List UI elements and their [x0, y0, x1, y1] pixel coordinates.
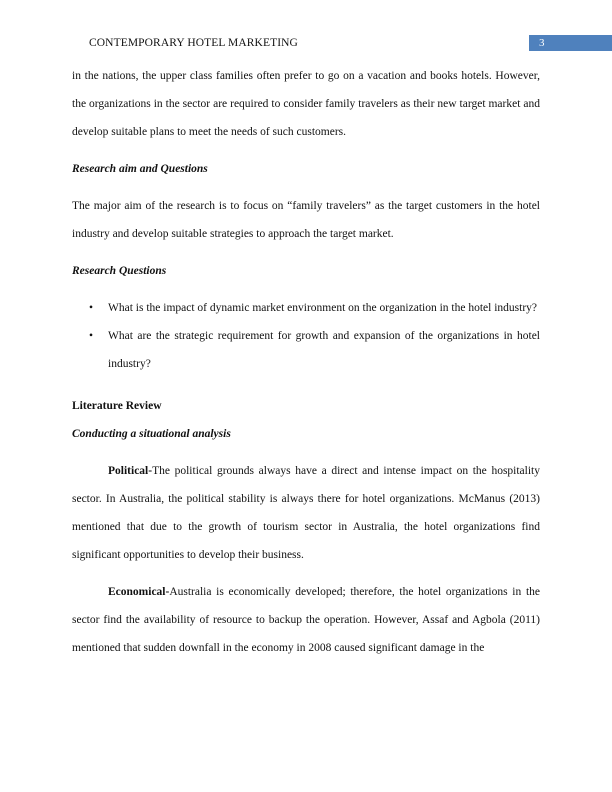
political-text: The political grounds always have a direct and intense impact on the hospitality sector. In Australia, the political stability is always there for hotel organizations. McManus (2013) mentioned that due to the growth of tourism sector in Australia, the hotel organizations find significant opportunities to develop their business. — [72, 465, 540, 561]
economical-text: Australia is economically developed; therefore, the hotel organizations in the sector find the availability of resource to backup the operation. However, Assaf and Agbola (2011) mentioned that sudden downfall in the economy in 2008 caused significant damage in the — [72, 586, 540, 654]
running-header-title: CONTEMPORARY HOTEL MARKETING — [89, 37, 298, 49]
research-question-text: What is the impact of dynamic market environment on the organization in the hotel industry? — [108, 302, 538, 314]
political-paragraph — [72, 457, 540, 569]
research-aim-paragraph: The major aim of the research is to focus on “family travelers” as the target customers in the hotel industry and develop suitable strategies to approach the target market. — [72, 200, 540, 240]
list-item — [72, 294, 540, 322]
research-questions-heading: Research Questions — [72, 265, 167, 277]
research-question-text: What are the strategic requirement for growth and expansion of the organizations in hotel industry? — [108, 330, 540, 370]
research-questions-list — [72, 294, 540, 378]
page-number: 3 — [529, 35, 612, 51]
research-aim-heading: Research aim and Questions — [72, 163, 208, 175]
list-item — [72, 322, 540, 378]
political-label: Political- — [108, 465, 153, 477]
economical-paragraph — [72, 578, 540, 662]
bullet-icon: • — [89, 302, 94, 314]
bullet-icon: • — [89, 330, 94, 342]
intro-paragraph: in the nations, the upper class families often prefer to go on a vacation and books hotels. However, the organizations in the sector are required to consider family travelers as their new target market and develop suitable plans to meet the needs of such customers. — [72, 70, 540, 138]
economical-label: Economical- — [108, 586, 170, 598]
page-body — [72, 62, 540, 662]
situational-analysis-heading: Conducting a situational analysis — [72, 428, 231, 440]
literature-review-heading: Literature Review — [72, 400, 162, 412]
